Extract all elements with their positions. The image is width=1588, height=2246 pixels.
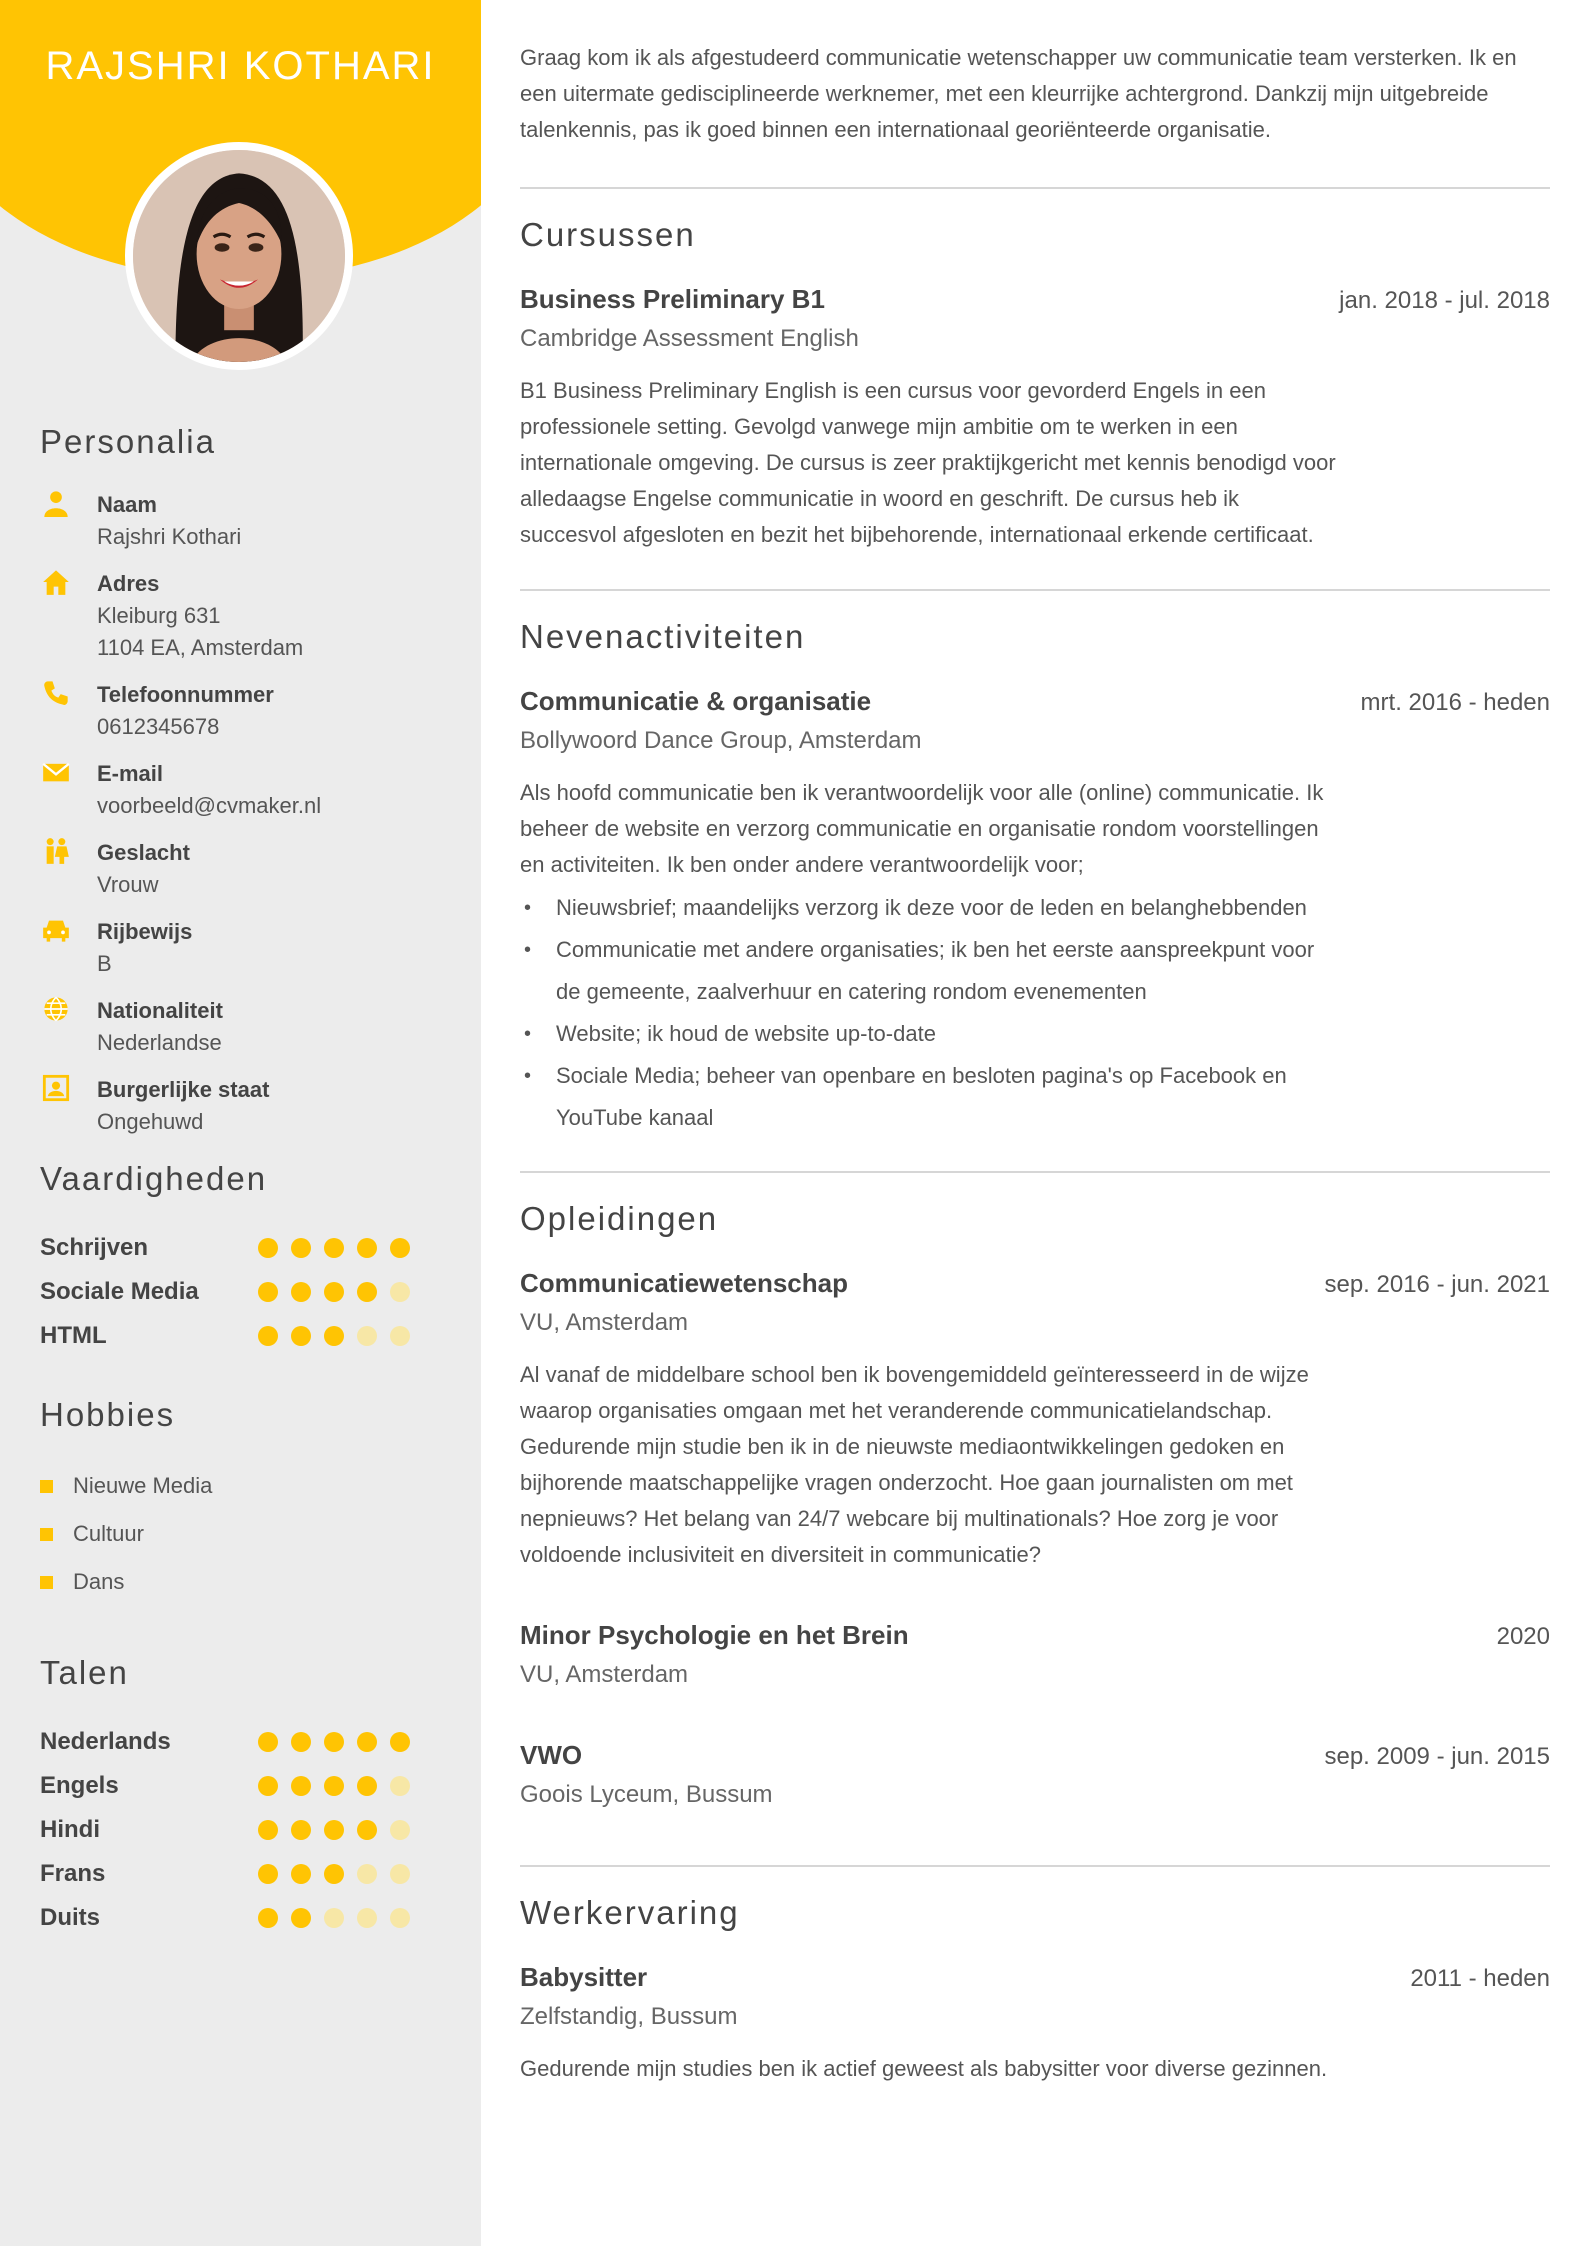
divider: [520, 589, 1550, 591]
personalia-license: Rijbewijs B: [40, 916, 440, 980]
rating-dots: [258, 1282, 410, 1302]
rating-dot-filled: [357, 1776, 377, 1796]
rating-dot-filled: [324, 1238, 344, 1258]
bullet-list: [520, 887, 1340, 1139]
skills-title: Vaardigheden: [40, 1160, 268, 1197]
rating-dot-filled: [258, 1732, 278, 1752]
list-item: • Communicatie met andere organisaties; ik ben het eerste aanspreekpunt voor de gemeente, zaalverhuur en catering rondom evenementen: [520, 929, 1340, 1013]
rating-dot-empty: [390, 1908, 410, 1928]
rating-dot-empty: [390, 1820, 410, 1840]
entry-org: Cambridge Assessment English: [520, 325, 859, 352]
square-bullet-icon: [40, 1528, 53, 1541]
skill-row: Sociale Media: [40, 1270, 440, 1314]
rating-dot-filled: [291, 1864, 311, 1884]
rating-dot-filled: [390, 1732, 410, 1752]
course-entry: [520, 284, 1550, 553]
rating-dots: [258, 1908, 410, 1928]
divider: [520, 187, 1550, 189]
work-entry: [520, 1962, 1550, 2087]
rating-dot-filled: [258, 1776, 278, 1796]
entry-title: Babysitter: [520, 1962, 648, 1992]
personalia-name: Naam Rajshri Kothari: [40, 489, 440, 553]
rating-dot-filled: [357, 1820, 377, 1840]
language-row: Engels: [40, 1764, 440, 1808]
rating-dot-empty: [324, 1908, 344, 1928]
rating-dot-filled: [324, 1820, 344, 1840]
entry-org: Zelfstandig, Bussum: [520, 2003, 738, 2030]
rating-dot-empty: [390, 1864, 410, 1884]
personalia-email: E-mail voorbeeld@cvmaker.nl: [40, 758, 440, 822]
car-icon: [42, 916, 70, 944]
languages-title: Talen: [40, 1654, 129, 1691]
entry-date: sep. 2009 - jun. 2015: [1324, 1743, 1550, 1770]
entry-title: Communicatiewetenschap: [520, 1268, 848, 1298]
list-item: • Sociale Media; beheer van openbare en besloten pagina's op Facebook en YouTube kanaal: [520, 1055, 1340, 1139]
entry-description: Al vanaf de middelbare school ben ik bovengemiddeld geïnteresseerd in de wijze waarop organisaties omgaan met het veranderende communicatielandschap. Gedurende mijn studie ben ik in de nieuwste mediaontwikkelingen gedoken en bijhorende maatschappelijke vragen onderzocht. Hoe gaan journalisten om met nepnieuws? Het belang van 24/7 webcare bij multinationals? Hoe zorg je voor voldoende inclusiviteit en diversiteit in communicatie?: [520, 1362, 1309, 1567]
personalia-gender: Geslacht Vrouw: [40, 837, 440, 901]
personalia-nationality: Nationaliteit Nederlandse: [40, 995, 440, 1059]
intro-text: Graag kom ik als afgestudeerd communicatie wetenschapper uw communicatie team versterken. Ik en een uitermate gedisciplineerde werknemer, met een kleurrijke achtergrond. Dankzij mijn uitgebreide talenkennis, pas ik goed binnen een internationaal georiënteerde organisatie.: [520, 45, 1517, 142]
entry-title: VWO: [520, 1740, 583, 1770]
entry-date: mrt. 2016 - heden: [1360, 689, 1550, 716]
rating-dots: [258, 1732, 410, 1752]
education-entry: [520, 1740, 1550, 1809]
rating-dot-filled: [291, 1908, 311, 1928]
personalia-address: Adres Kleiburg 631 1104 EA, Amsterdam: [40, 568, 440, 664]
rating-dot-filled: [291, 1326, 311, 1346]
gender-icon: [42, 837, 70, 865]
rating-dot-filled: [258, 1864, 278, 1884]
language-row: Duits: [40, 1896, 440, 1940]
id-card-icon: [42, 1074, 70, 1102]
rating-dot-filled: [258, 1820, 278, 1840]
portrait-image: [133, 150, 345, 362]
rating-dot-filled: [324, 1864, 344, 1884]
rating-dot-filled: [258, 1238, 278, 1258]
rating-dot-filled: [258, 1326, 278, 1346]
list-item: Nieuwe Media: [40, 1462, 440, 1510]
square-bullet-icon: [40, 1480, 53, 1493]
list-item: Cultuur: [40, 1510, 440, 1558]
rating-dot-filled: [357, 1282, 377, 1302]
rating-dot-filled: [324, 1326, 344, 1346]
person-name: RAJSHRI KOTHARI: [45, 44, 436, 88]
skill-row: HTML: [40, 1314, 440, 1358]
envelope-icon: [42, 758, 70, 786]
personalia-phone: Telefoonnummer 0612345678: [40, 679, 440, 743]
rating-dots: [258, 1864, 410, 1884]
list-item: Dans: [40, 1558, 440, 1606]
education-title: Opleidingen: [520, 1200, 719, 1237]
entry-date: jan. 2018 - jul. 2018: [1339, 287, 1550, 314]
language-row: Nederlands: [40, 1720, 440, 1764]
entry-title: Communicatie & organisatie: [520, 686, 872, 716]
rating-dot-empty: [390, 1776, 410, 1796]
rating-dot-filled: [390, 1238, 410, 1258]
rating-dot-filled: [291, 1776, 311, 1796]
entry-title: Minor Psychologie en het Brein: [520, 1620, 909, 1650]
activities-title: Nevenactiviteiten: [520, 618, 806, 655]
work-title: Werkervaring: [520, 1894, 740, 1931]
divider: [520, 1171, 1550, 1173]
languages-section: [40, 1654, 440, 1940]
personalia-section: [40, 423, 440, 1153]
rating-dot-filled: [324, 1732, 344, 1752]
activity-entry: [520, 686, 1550, 1139]
entry-date: 2020: [1496, 1623, 1550, 1650]
personalia-title: Personalia: [40, 423, 216, 460]
rating-dot-filled: [357, 1238, 377, 1258]
rating-dot-filled: [357, 1732, 377, 1752]
rating-dot-filled: [291, 1282, 311, 1302]
language-row: Frans: [40, 1852, 440, 1896]
sidebar: [0, 0, 481, 2246]
rating-dots: [258, 1820, 410, 1840]
skill-row: Schrijven: [40, 1226, 440, 1270]
skills-section: [40, 1160, 440, 1358]
rating-dot-filled: [258, 1908, 278, 1928]
entry-org: VU, Amsterdam: [520, 1661, 689, 1688]
rating-dot-filled: [324, 1776, 344, 1796]
entry-title: Business Preliminary B1: [520, 284, 825, 314]
rating-dots: [258, 1326, 410, 1346]
home-icon: [42, 568, 70, 596]
phone-icon: [42, 679, 70, 707]
entry-date: sep. 2016 - jun. 2021: [1324, 1271, 1550, 1298]
rating-dot-filled: [291, 1820, 311, 1840]
entry-org: VU, Amsterdam: [520, 1309, 689, 1336]
globe-icon: [42, 995, 70, 1023]
square-bullet-icon: [40, 1576, 53, 1589]
rating-dot-empty: [390, 1282, 410, 1302]
person-icon: [42, 489, 70, 517]
personalia-marital: Burgerlijke staat Ongehuwd: [40, 1074, 440, 1138]
entry-date: 2011 - heden: [1410, 1965, 1550, 1992]
rating-dot-filled: [258, 1282, 278, 1302]
language-row: Hindi: [40, 1808, 440, 1852]
profile-photo: [125, 142, 353, 370]
rating-dot-filled: [324, 1282, 344, 1302]
rating-dot-empty: [357, 1326, 377, 1346]
education-entry: [520, 1268, 1550, 1573]
rating-dot-empty: [390, 1326, 410, 1346]
rating-dots: [258, 1776, 410, 1796]
entry-description: Gedurende mijn studies ben ik actief geweest als babysitter voor diverse gezinnen.: [520, 2056, 1328, 2081]
rating-dot-filled: [291, 1238, 311, 1258]
education-entry: [520, 1620, 1550, 1689]
entry-description: Als hoofd communicatie ben ik verantwoordelijk voor alle (online) communicatie. Ik beheer de website en verzorg communicatie en organisatie rondom voorstellingen en activiteiten. Ik ben onder andere verantwoordelijk voor;: [520, 780, 1324, 877]
rating-dots: [258, 1238, 410, 1258]
hobbies-section: [40, 1396, 440, 1606]
courses-title: Cursussen: [520, 216, 696, 253]
entry-org: Goois Lyceum, Bussum: [520, 1781, 773, 1808]
list-item: • Website; ik houd de website up-to-date: [520, 1013, 1340, 1055]
rating-dot-empty: [357, 1864, 377, 1884]
divider: [520, 1865, 1550, 1867]
entry-org: Bollywoord Dance Group, Amsterdam: [520, 727, 922, 754]
list-item: • Nieuwsbrief; maandelijks verzorg ik deze voor de leden en belanghebbenden: [520, 887, 1340, 929]
rating-dot-empty: [357, 1908, 377, 1928]
hobbies-title: Hobbies: [40, 1396, 176, 1433]
rating-dot-filled: [291, 1732, 311, 1752]
entry-description: B1 Business Preliminary English is een cursus voor gevorderd Engels in een professionele setting. Gevolgd vanwege mijn ambitie om te werken in een internationale omgeving. De cursus is zeer praktijkgericht met kennis benodigd voor alledaagse Engelse communicatie in woord en geschrift. De cursus heb ik succesvol afgesloten en bezit het bijbehorende, internationaal erkende certificaat.: [520, 378, 1336, 547]
